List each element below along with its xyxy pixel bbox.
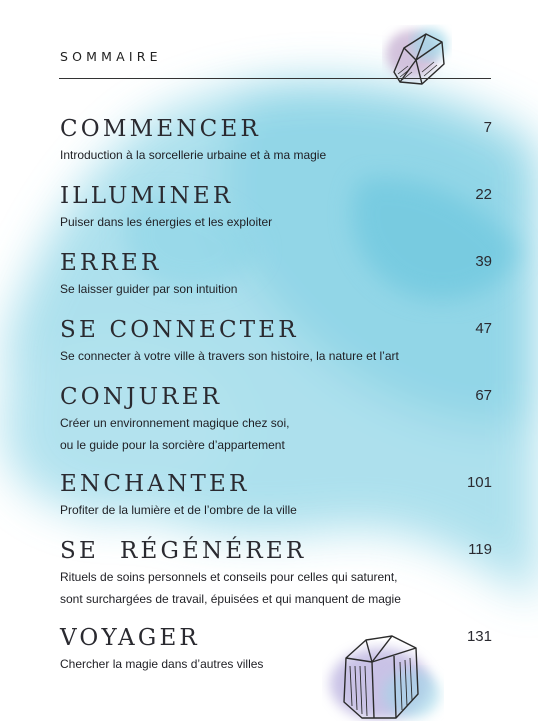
chapter-title: SE CONNECTER	[60, 317, 299, 343]
page-number: 22	[475, 186, 492, 203]
chapter-description: Profiter de la lumière et de l’ombre de la ville	[60, 503, 297, 517]
chapter-description: ou le guide pour la sorcière d’appartement	[60, 438, 285, 452]
page-number: 101	[466, 474, 492, 491]
chapter-description: Rituels de soins personnels et conseils pour celles qui saturent,	[60, 570, 398, 584]
chapter-description: Introduction à la sorcellerie urbaine et à ma magie	[60, 148, 327, 162]
chapter-description: Créer un environnement magique chez soi,	[60, 416, 290, 430]
toc-entry[interactable]	[60, 537, 492, 610]
toc-entry[interactable]	[60, 115, 492, 166]
crystal-sketch-icon	[382, 14, 452, 94]
page-number: 47	[475, 320, 492, 337]
toc-entry[interactable]	[60, 470, 492, 521]
chapter-title: VOYAGER	[60, 625, 200, 651]
page-number: 119	[468, 541, 492, 558]
contents-heading: SOMMAIRE	[60, 49, 162, 64]
chapter-description: Puiser dans les énergies et les exploiter	[60, 215, 273, 229]
chapter-title: ILLUMINER	[60, 183, 234, 209]
chapter-description: Se connecter à votre ville à travers son histoire, la nature et l’art	[60, 349, 399, 363]
chapter-title: COMMENCER	[60, 116, 261, 142]
chapter-title: CONJURER	[60, 384, 223, 410]
page-number: 67	[475, 387, 492, 404]
crystal-cluster-sketch-icon	[322, 624, 444, 721]
chapter-description: Chercher la magie dans d’autres villes	[60, 657, 264, 671]
toc-entry[interactable]	[60, 383, 492, 456]
chapter-description: sont surchargées de travail, épuisées et qui manquent de magie	[60, 592, 401, 606]
toc-entry[interactable]	[60, 249, 492, 300]
page-number: 7	[483, 119, 492, 136]
toc-entry[interactable]	[60, 182, 492, 233]
page-number: 131	[466, 628, 492, 645]
toc-entry[interactable]	[60, 316, 492, 367]
chapter-title: ENCHANTER	[60, 471, 250, 497]
heading-divider	[59, 78, 491, 79]
chapter-description: Se laisser guider par son intuition	[60, 282, 238, 296]
chapter-title: SE RÉGÉNÉRER	[60, 538, 307, 564]
page-number: 39	[475, 253, 492, 270]
chapter-title: ERRER	[60, 250, 162, 276]
